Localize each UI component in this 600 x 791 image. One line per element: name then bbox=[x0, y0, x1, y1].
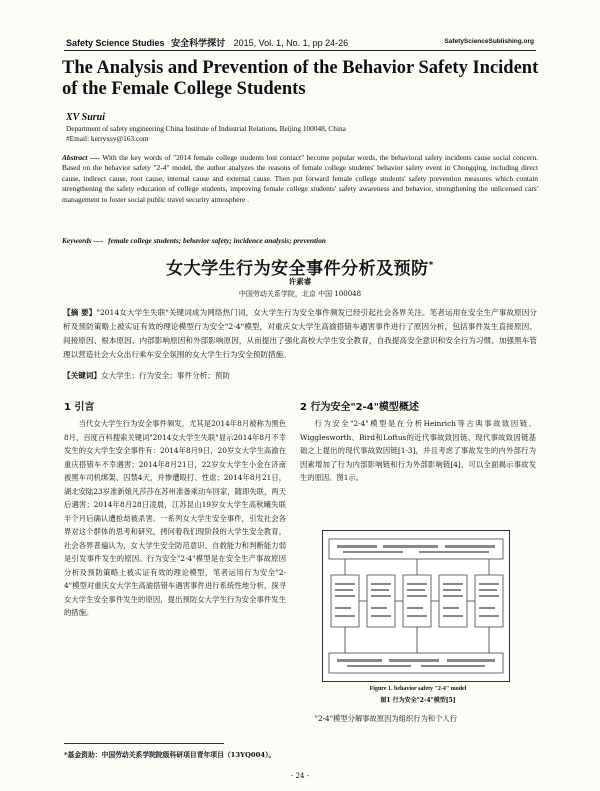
cn-abstract bbox=[63, 306, 537, 362]
cn-keywords bbox=[63, 370, 230, 381]
author-email[interactable]: #Email: kerryxsy@163.com bbox=[66, 133, 149, 143]
cn-abstract-text: "2014女大学生失联"关键词成为网络热门词，女大学生行为安全事件频发已经引起社会各界关注。笔者运用在安全生产事故原因分析及预防策略上被实证有效的理论模型行为安全"2-4"模型，对重庆女大学生高渝搭错车遇害事件进行了原因分析，包括事件发生直接原因、间接原因、根本原因、内部影响原因和外部影响原因，从而提出了强化高校大学生安全教育，自我提高安全意识和安全行为习惯、加强黑车管理以营造社会大众出行乘车安全氛围的女大学生行为安全预防措施。 bbox=[63, 308, 537, 359]
section-1-title: 1 引言 bbox=[64, 402, 95, 413]
section-2-title: 2 行为安全"2-4"模型概述 bbox=[300, 402, 419, 413]
cn-keywords-label: 【关键词】 bbox=[63, 371, 101, 380]
cn-title-star: * bbox=[428, 260, 434, 271]
section-2-paragraph: 行为安全"2-4"模型是在分析Heinrich等古典事故致因链、Wigglesworth、Bird和Loftus的近代事故致因链、现代事故致因链基础之上提出的现代事故致因链[1-3]，并且考虑了事故发生的内外部行为因素增加了行为内部影响链和行为外部影响链[4]，可以全面揭示事故发生的原因。图1示。 bbox=[300, 419, 536, 482]
author-name: XV Surui bbox=[66, 112, 106, 123]
cn-author: 许素睿 bbox=[288, 277, 312, 286]
section-2 bbox=[300, 398, 536, 485]
section-1 bbox=[64, 398, 286, 620]
abstract bbox=[62, 153, 538, 205]
keywords-label: Keywords ---- bbox=[62, 236, 104, 245]
abstract-text: With the key words of "2014 female college students lost contact" become popular words, the behavioral safety incidents cause social concern. Based on the behavior safety "2-4" model, the author analyzes the reasons of female college students' behavior safety event in Chongqing, including direct cause, indirect cause, root cause, internal cause and external cause. Then put forward female college students' safety prevention measures which contain strengthening the safety education of college students, improving female college students' safety awareness and behavior, strengthening the unlicensed cars' management to foster social public travel security atmosphere . bbox=[62, 153, 539, 204]
figure-1-caption-cn: 图1 行为安全"2-4"模型[5] bbox=[380, 697, 456, 704]
abstract-label: Abstract ---- bbox=[62, 153, 100, 162]
keywords-text: female college students; behavior safety; incidence analysis; prevention bbox=[108, 236, 326, 245]
keywords bbox=[62, 236, 326, 245]
page-number: - 24 - bbox=[290, 772, 310, 780]
section-1-body bbox=[64, 417, 286, 620]
cn-affiliation: 中国劳动关系学院，北京 中国 100048 bbox=[238, 290, 362, 298]
section-2-body bbox=[300, 417, 536, 485]
journal-website[interactable]: SafetyScienceSublishing.org bbox=[444, 38, 534, 45]
journal-name: Safety Science Studies bbox=[66, 38, 165, 48]
journal-name-cn: 安全科学探讨 bbox=[171, 38, 226, 48]
figure-1-diagram bbox=[322, 530, 510, 682]
journal-header bbox=[66, 36, 348, 49]
figure-1-caption-en: Figure 1. behavior safety "2-4" model bbox=[369, 686, 467, 692]
cn-abstract-label: 【摘 要】 bbox=[63, 308, 97, 317]
footnote-rule bbox=[64, 743, 224, 744]
affiliation-dept: Department of safety engineering China Institute of Industrial Relations, Beijing 100048, China bbox=[66, 124, 346, 133]
cn-title-text: 女大学生行为安全事件分析及预防 bbox=[166, 259, 429, 279]
funding-footnote: *基金资助：中国劳动关系学院院级科研项目青年项目（13YQ004）。 bbox=[64, 751, 276, 759]
journal-citation: 2015, Vol. 1, No. 1, pp 24-26 bbox=[233, 38, 349, 48]
section-1-paragraph: 当代女大学生行为安全事件频发，尤其是2014年8月被称为黑色8月，百度百科搜索关键词"2014女大学生失联"显示2014年8月不幸发生的女大学生安全事件有：2014年8月9日，20岁女大学生高渝在重庆搭错车不幸遇害；2014年8月21日，22岁女大学生小金在济南被黑车司机绑架、囚禁4天，并惨遭殴打、性虐；2014年8月21日，湖北安陆23岁准新娘凡莎莎在苏州准备乘动车回家，随即失联，两天后遇害；2014年8月28日凌晨，江苏昆山19岁女大学生高秋曦失联半个月后确认遭抢劫被杀害。一系列女大学生安全事件，引发社会各界对这个群体的思考和研究，拷问着我们现阶段的大学生安全教育，社会各界普遍认为，女大学生安全防范意识、自救能力和判断能力弱是引发事件发生的原因。行为安全"2-4"模型是在安全生产事故原因分析及预防策略上被实证有效的理论模型，笔者运用行为安全"2-4"模型对重庆女大学生高渝搭错车遇害事件进行系统性地分析，探寻女大学生安全事件发生的原因，提出预防女大学生行为安全事件发生的措施。 bbox=[64, 419, 286, 617]
header-rule bbox=[64, 50, 536, 51]
author-affiliation bbox=[66, 124, 526, 143]
cn-keywords-text: 女大学生；行为安全；事件分析；预防 bbox=[100, 371, 231, 380]
after-figure-text: "2-4"模型分解事故原因为组织行为和个人行 bbox=[314, 714, 458, 723]
paper-title: The Analysis and Prevention of the Behavior Safety Incident of the Female College Students bbox=[62, 58, 539, 99]
figure-1-drawing bbox=[323, 531, 509, 681]
